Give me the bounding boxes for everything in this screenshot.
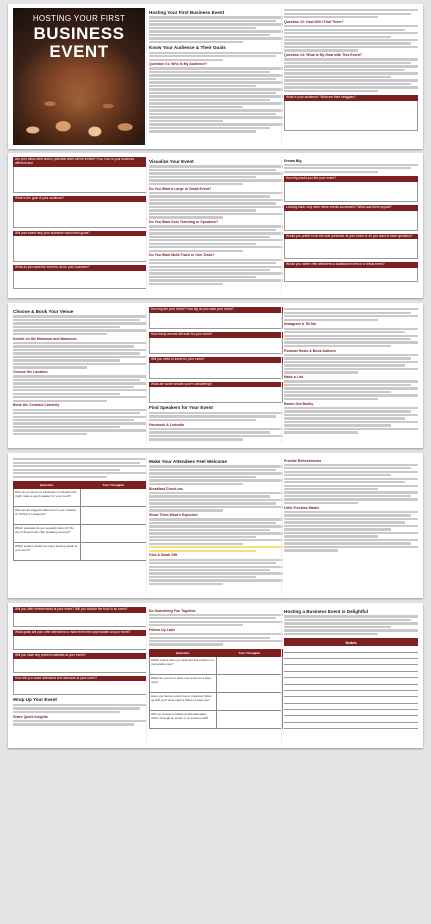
answer-cell[interactable]	[216, 710, 283, 728]
question-cell: Who do you know on Facebook or LinkedIn that might make a good speaker for your event?	[14, 488, 81, 506]
subheading: Share Quick Insights	[13, 714, 48, 719]
question-cell: What can you do to close your event on a high-note?	[150, 674, 217, 692]
cover-title-line2: BUSINESS	[33, 24, 125, 43]
question-cell: Who are the biggest influencers in your industry on TikTok or Instagram?	[14, 506, 81, 524]
subheading: Podcast Hosts & Book Authors	[284, 348, 336, 353]
section-title: Make Your Attendees Feel Welcome	[149, 459, 227, 464]
page-14	[149, 607, 283, 744]
subheading: Follow Up Later	[149, 627, 176, 632]
subheading: Do You Want Solo Teaching or Speakers?	[149, 220, 219, 225]
page-9	[284, 307, 418, 444]
worksheet-table	[149, 649, 283, 729]
question-bar: Looking back, why were these events successful? What was there appeal?	[284, 205, 418, 211]
question-cell: Which authors would you enjoy hearing speak at your event?	[14, 542, 81, 560]
section-title: Wrap Up Your Event	[13, 697, 57, 703]
spread-3	[8, 303, 423, 448]
question-bar: Would you rather offer attendees a traditional event or a virtual event?	[284, 262, 418, 268]
subheading: Question #2: How Will I Find Them?	[284, 19, 344, 24]
cover-title-main	[13, 25, 145, 61]
table-row	[150, 710, 283, 728]
question-bar: How big are your event? How big do you want your event?	[149, 307, 283, 313]
cover-photo	[13, 70, 145, 145]
subheading: Choose the Location	[13, 370, 48, 375]
spread-2	[8, 153, 423, 298]
spread-5	[8, 603, 423, 748]
subheading: Do You Want Multi-Track or One-Track?	[149, 253, 215, 258]
spread-1	[8, 4, 423, 149]
section-title: Choose & Book Your Venue	[13, 309, 74, 314]
table-row	[150, 692, 283, 710]
subheading: Reach Out Boldly	[284, 401, 314, 406]
answer-box[interactable]	[13, 271, 147, 289]
question-bar: Are your ideal client and/or potential client will be invited? If so, how is your business different and	[13, 157, 147, 167]
question-bar: How big would you like your event?	[284, 176, 418, 182]
answer-box[interactable]	[149, 338, 283, 354]
answer-box[interactable]	[284, 268, 418, 282]
spread-4	[8, 453, 423, 598]
question-cell: Which events have you attended that ended on a memorable note?	[150, 656, 217, 674]
page-13	[13, 607, 147, 744]
answer-box[interactable]	[149, 313, 283, 329]
subheading: Question #1: Who Is My Audience?	[149, 62, 208, 67]
subheading: Do You Want a Large or Small Event?	[149, 186, 212, 191]
answer-box[interactable]	[13, 236, 147, 262]
answer-box[interactable]	[13, 681, 147, 695]
cover-title-line1: HOSTING YOUR FIRST	[32, 14, 126, 23]
subheading: Decide on the Minimum and Maximum	[13, 336, 77, 341]
page-12	[284, 457, 418, 594]
table-row	[14, 542, 147, 560]
section-title: Know Your Audience & Their Goals	[149, 45, 226, 51]
question-cell: Will you choose to follow up with attendees online, through an email, or on a phone call?	[150, 710, 217, 728]
section-title: Hosting Your First Business Event	[149, 10, 225, 15]
answer-box[interactable]	[284, 182, 418, 202]
page-11	[149, 457, 283, 594]
table-row	[14, 506, 147, 524]
question-bar: Will you offer refreshments at your event? Will you include the food in an event?	[13, 607, 147, 613]
page-10	[13, 457, 147, 594]
worksheet-table	[13, 481, 147, 561]
column-header: Your Thoughts	[80, 481, 147, 488]
subheading: Instagram & TikTok	[284, 322, 317, 327]
question-bar: What goals will your offer attendees to make them feel appreciated at your event?	[13, 630, 147, 636]
question-bar: Will you need to travel for your event?	[149, 357, 283, 363]
table-row	[150, 656, 283, 674]
answer-cell[interactable]	[216, 674, 283, 692]
page-15	[284, 607, 418, 744]
page-4	[13, 157, 147, 294]
page-6	[284, 157, 418, 294]
answer-box[interactable]	[13, 202, 147, 228]
answer-box[interactable]	[284, 211, 418, 231]
column-header: Question	[150, 649, 217, 656]
question-bar: Will you have any printed materials at your event?	[13, 653, 147, 659]
subheading: Little Freebies Matter	[284, 505, 320, 510]
question-bar: What is the goal of your audience?	[13, 196, 147, 202]
subheading: Make a List	[284, 375, 303, 380]
answer-box[interactable]	[13, 613, 147, 627]
column-header: Your Thoughts	[216, 649, 283, 656]
question-cell: Have you had an event host or organizer follow up with you? How might a follow-up help you?	[150, 692, 217, 710]
subheading: Breakfast Check-Ins	[149, 486, 183, 491]
answer-cell[interactable]	[80, 506, 147, 524]
page-8	[149, 307, 283, 444]
section-title: Visualize Your Event	[149, 159, 194, 164]
answer-box[interactable]	[284, 101, 418, 131]
page-3	[284, 8, 418, 145]
section-title: Find Speakers for Your Event	[149, 405, 213, 411]
cover-page	[13, 8, 145, 145]
section-title: Hosting a Business Event is Delightful	[284, 609, 368, 614]
question-bar: What is your audience? What are their struggles?	[284, 95, 418, 101]
table-row	[14, 524, 147, 542]
question-bar: How will you make attendees feel welcome at your event?	[13, 676, 147, 682]
page-2	[149, 8, 283, 145]
question-cell: Which podcasts do you regularly listen to? Do any of these hosts offer speaking services?	[14, 524, 81, 542]
answer-cell[interactable]	[216, 656, 283, 674]
subheading: Facebook & LinkedIn	[149, 422, 185, 427]
cover-title-line3: EVENT	[49, 41, 109, 61]
page-5	[149, 157, 283, 294]
subheading: Give A Small Gift	[149, 553, 178, 558]
subheading: Provide Refreshments	[284, 458, 322, 463]
answer-cell[interactable]	[80, 542, 147, 560]
subheading: Show Them What's Expected	[149, 513, 198, 518]
answer-cell[interactable]	[80, 488, 147, 506]
notes-header: Notes	[284, 638, 418, 646]
answer-box[interactable]	[284, 239, 418, 259]
answer-box[interactable]	[13, 167, 147, 193]
question-bar: Would you prefer to be the sole presenter at your event or do you want to have speakers?	[284, 234, 418, 240]
answer-box[interactable]	[149, 363, 283, 379]
answer-cell[interactable]	[80, 524, 147, 542]
answer-box[interactable]	[149, 387, 283, 403]
answer-box[interactable]	[13, 636, 147, 650]
column-header: Question	[14, 481, 81, 488]
subheading: Book the Contract Carefully	[13, 403, 60, 408]
question-bar: What do you want the event to do for your business?	[13, 265, 147, 271]
subheading: Question #3: What Is My Goal with This Event?	[284, 53, 362, 58]
subheading: Do Something Fun Together	[149, 608, 196, 613]
answer-box[interactable]	[13, 659, 147, 673]
question-bar: What are some venues you're considering?	[149, 382, 283, 388]
subheading: Dream Big	[284, 158, 302, 163]
question-bar: Will your event help your audience reach their goals?	[13, 231, 147, 237]
question-bar: How many venues will work for your event?	[149, 332, 283, 338]
table-row	[150, 674, 283, 692]
answer-cell[interactable]	[216, 692, 283, 710]
table-row	[14, 488, 147, 506]
page-7	[13, 307, 147, 444]
